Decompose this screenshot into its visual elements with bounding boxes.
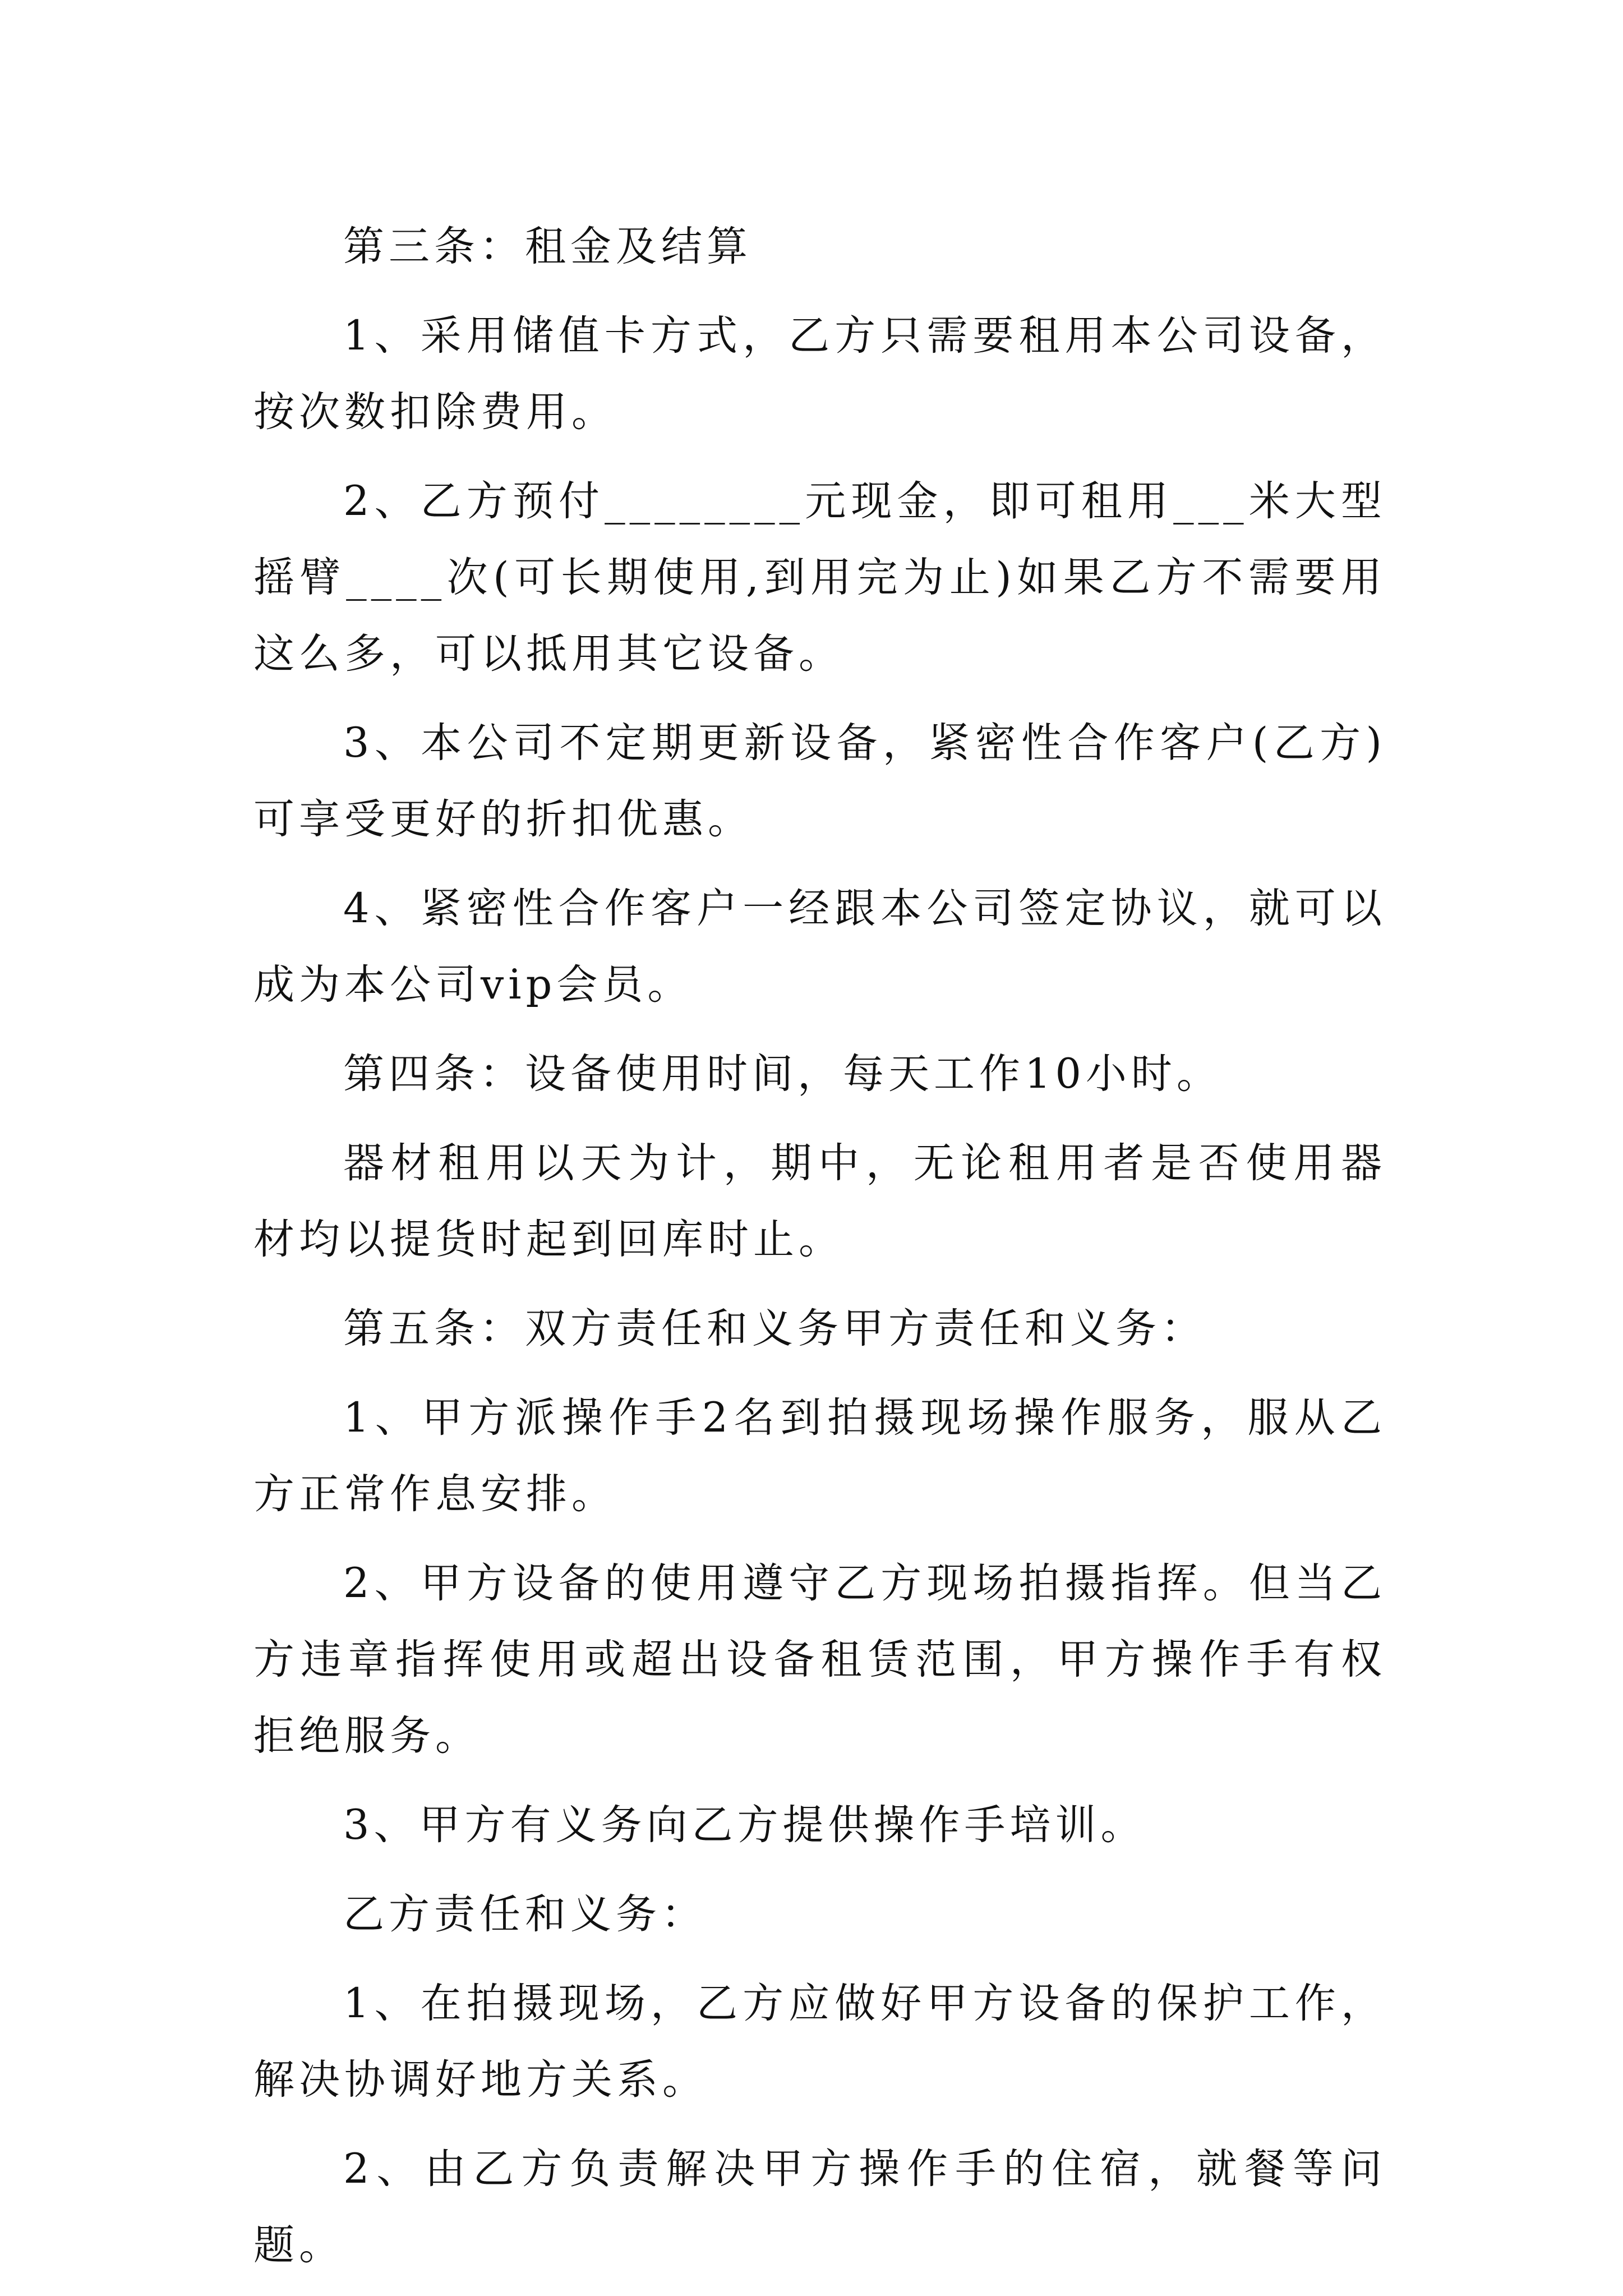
party-b-clause-1: 1、在拍摄现场，乙方应做好甲方设备的保护工作，解决协调好地方关系。 (253, 1980, 1386, 2104)
section-heading-article-3: 第三条：租金及结算 (343, 223, 752, 270)
section-heading-article-5: 第五条：双方责任和义务甲方责任和义务： (343, 1305, 1206, 1352)
party-a-clause-3: 3、甲方有义务向乙方提供操作手培训。 (343, 1801, 1146, 1849)
clause-3-2: 2、乙方预付________元现金，即可租用___米大型摇臂____次(可长期使用,到用完为止)如果乙方不需要用这么多，可以抵用其它设备。 (253, 477, 1386, 678)
party-b-heading: 乙方责任和义务： (343, 1890, 707, 1938)
party-b-clause-2: 2、由乙方负责解决甲方操作手的住宿，就餐等问题。 (253, 2145, 1386, 2269)
party-a-clause-2: 2、甲方设备的使用遵守乙方现场拍摄指挥。但当乙方违章指挥使用或超出设备租赁范围，甲方操作手有权拒绝服务。 (253, 1559, 1386, 1760)
clause-3-3: 3、本公司不定期更新设备，紧密性合作客户(乙方)可享受更好的折扣优惠。 (253, 719, 1386, 843)
party-a-clause-1: 1、甲方派操作手2名到拍摄现场操作服务，服从乙方正常作息安排。 (253, 1394, 1386, 1518)
clause-3-1: 1、采用储值卡方式，乙方只需要租用本公司设备，按次数扣除费用。 (253, 312, 1386, 436)
document-body (253, 209, 1386, 2284)
clause-3-4: 4、紧密性合作客户一经跟本公司签定协议，就可以成为本公司vip会员。 (253, 885, 1386, 1009)
section-heading-article-4: 第四条：设备使用时间，每天工作10小时。 (343, 1050, 1222, 1098)
rental-period-paragraph: 器材租用以天为计，期中，无论租用者是否使用器材均以提货时起到回库时止。 (253, 1139, 1386, 1263)
